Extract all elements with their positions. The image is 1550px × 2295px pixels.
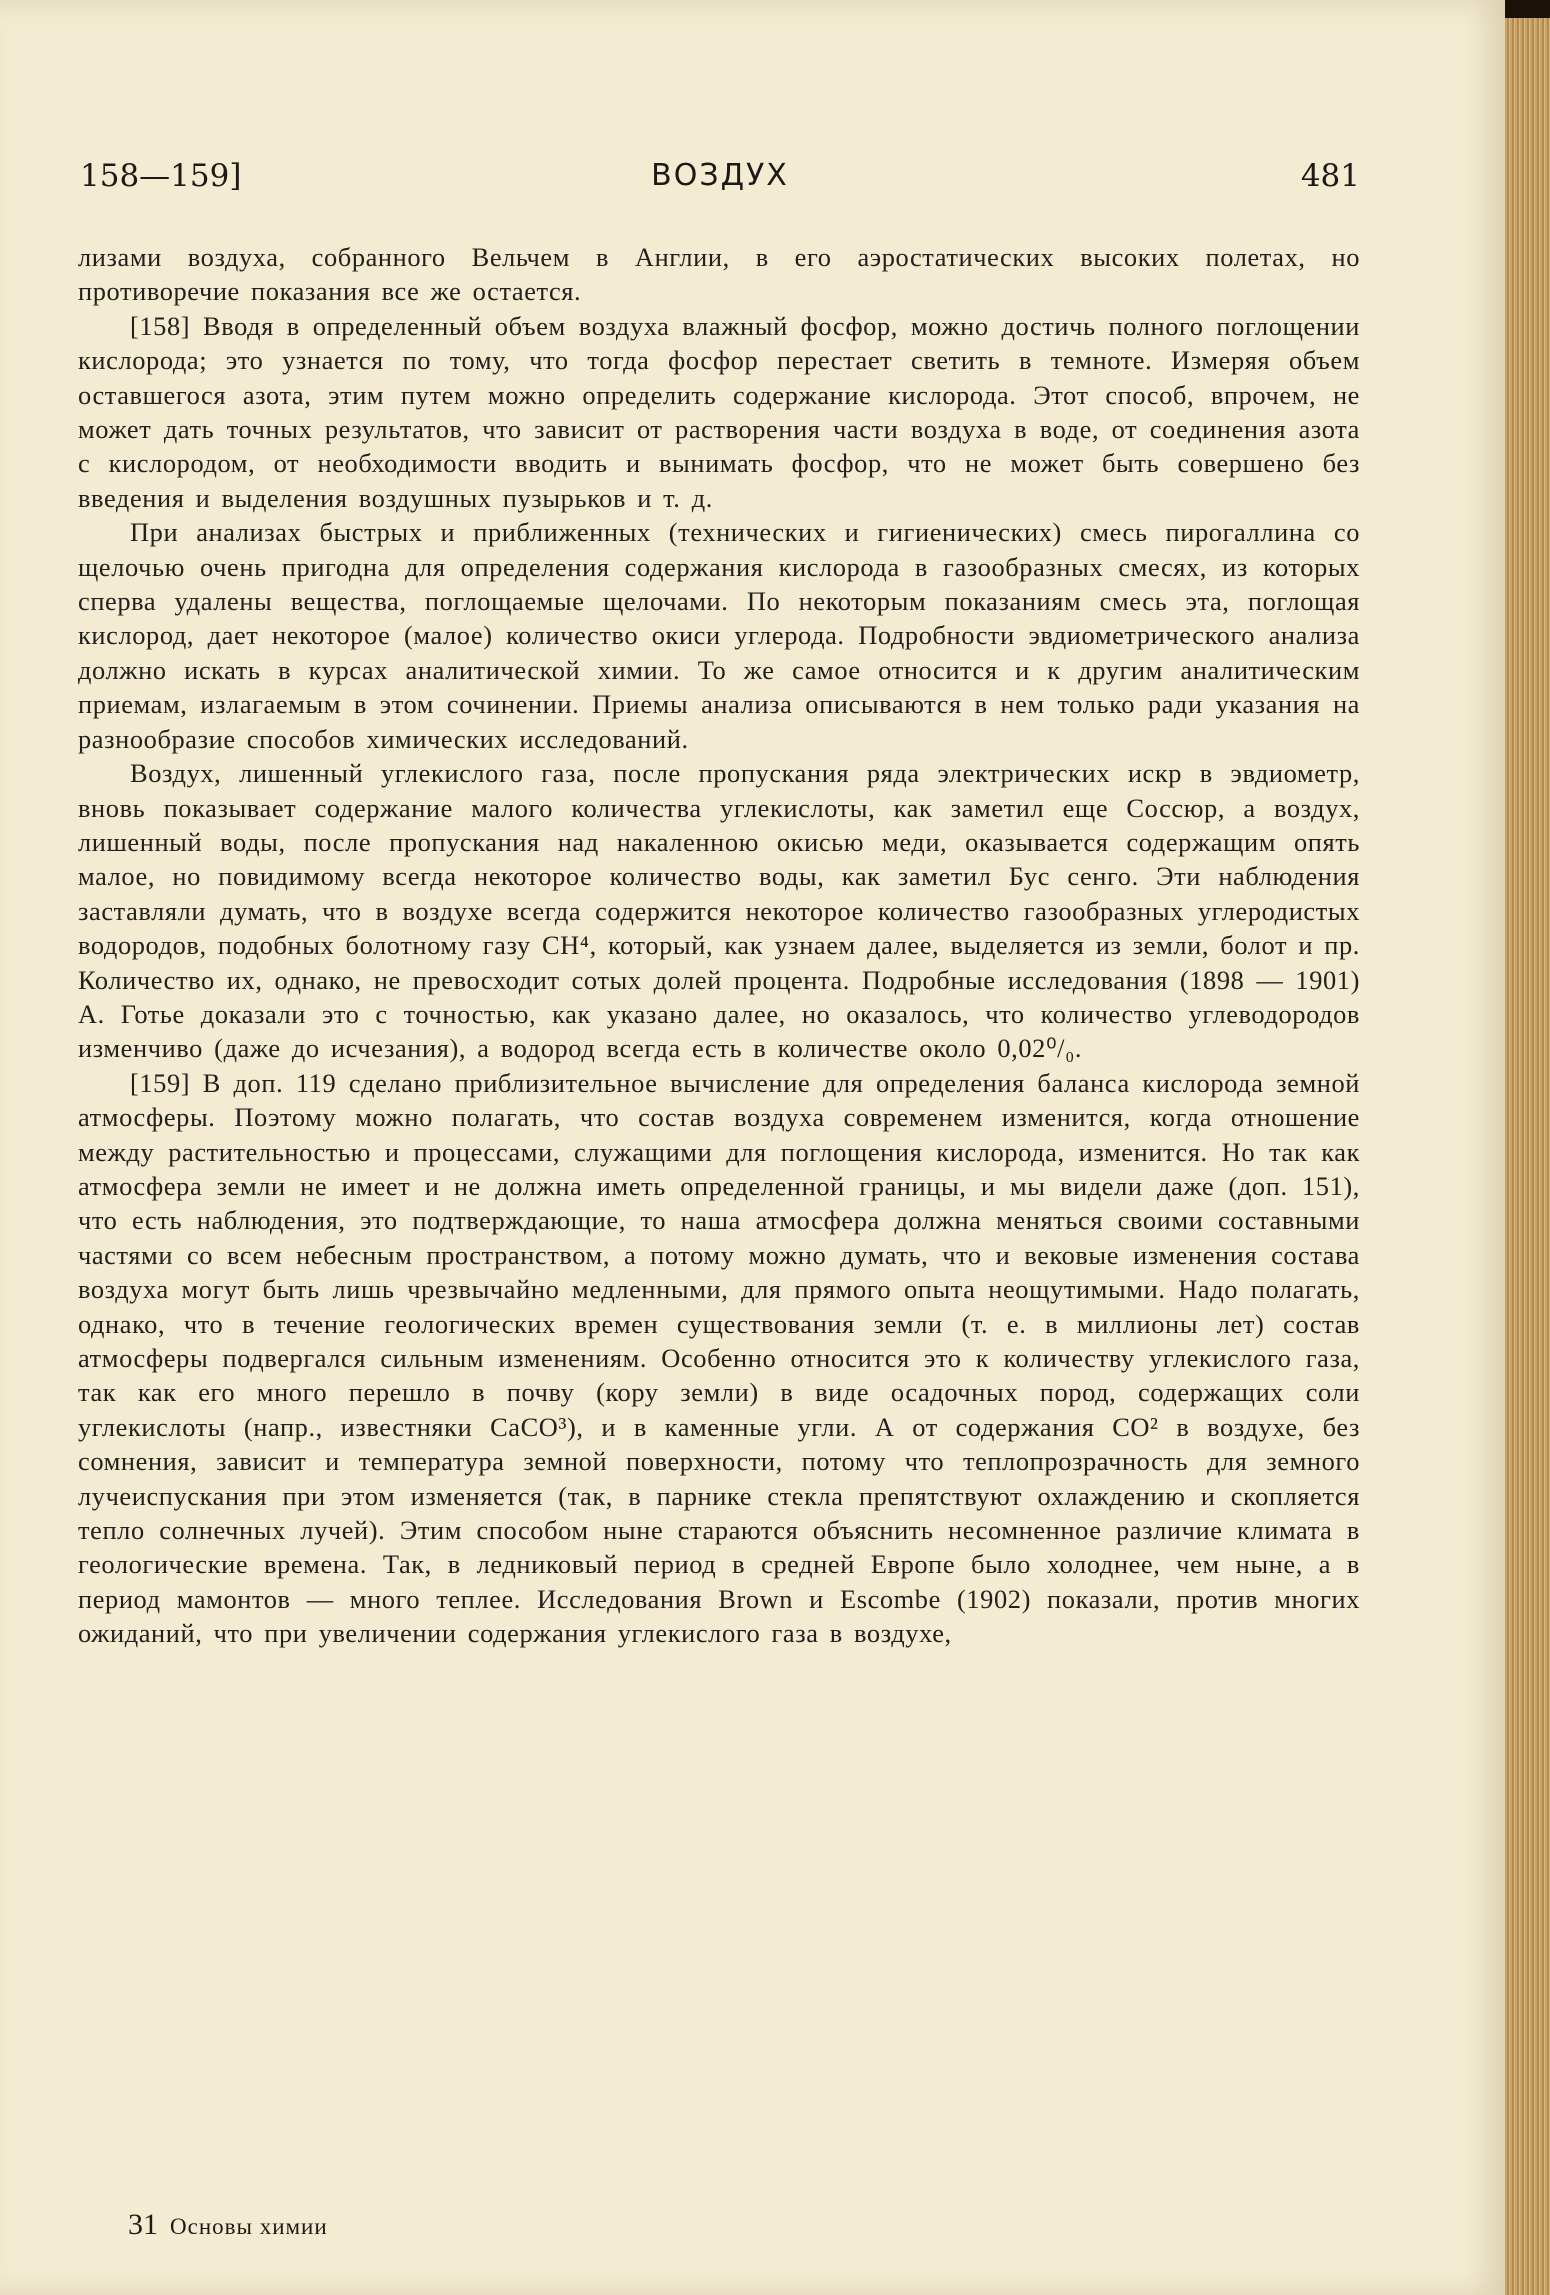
page-number: 481 [1300,158,1360,194]
page-footer [128,2208,328,2242]
chapter-title: ВОЗДУХ [651,158,789,193]
page-edges [1505,18,1550,2295]
paragraph-159: [159] В доп. 119 сделано приблизительное вычисление для определения баланса кислорода земной атмосферы. Поэтому можно полагать, что состав воздуха современем изменится, когда отношение между растительностью и процессами, служащими для поглощения кислорода, изменится. Но так как атмосфера земли не имеет и не должна иметь определенной границы, и мы видели даже (доп. 151), что есть наблюдения, это подтверждающие, то наша атмосфера должна меняться своими составными частями со всем небесным пространством, а потому можно думать, что и вековые изменения состава воздуха могут быть лишь чрезвычайно медленными, для прямого опыта неощутимыми. Надо полагать, однако, что в течение геологических времен существования земли (т. е. в миллионы лет) состав атмосферы подвергался сильным изменениям. Особенно относится это к количеству углекислого газа, так как его много перешло в почву (кору земли) в виде осадочных пород, содержащих соли углекислоты (напр., известняки CaCO³), и в каменные угли. А от содержания СО² в воздухе, без сомнения, зависит и температура земной поверхности, потому что теплопрозрачность для земного лучеиспускания при этом изменяется (так, в парнике стекла препятствуют охлаждению и скопляется тепло солнечных лучей). Этим способом ныне стараются объяснить несомненное различие климата в геологические времена. Так, в ледниковый период в средней Европе было холоднее, чем ныне, а в период мамонтов — много теплее. Исследования Brown и Escombe (1902) показали, против многих ожиданий, что при увеличении содержания углекислого газа в воздухе, [78,1067,1360,1649]
paragraph-analysis: При анализах быстрых и приближенных (технических и гигиенических) смесь пирогаллина со щелочью очень пригодна для определения содержания кислорода в газообразных смесях, из которых сперва удалены вещества, поглощаемые щелочами. По некоторым показаниям смесь эта, поглощая кислород, дает некоторое (малое) количество окиси углерода. Подробности эвдиометрического анализа должно искать в курсах аналитической химии. То же самое относится и к другим аналитическим приемам, излагаемым в этом сочинении. Приемы анализа описываются в нем только ради указания на разнообразие способов химических исследований. [78,517,1360,754]
paragraph-air-co2: Воздух, лишенный углекислого газа, после пропускания ряда электрических искр в эвдиометр, вновь показывает содержание малого количества углекислоты, как заметил еще Соссюр, а воздух, лишенный воды, после пропускания над накаленною окисью меди, оказывается содержащим опять малое, но повидимому всегда некоторое количество воды, как заметил Бус сенго. Эти наблюдения заставляли думать, что в воздухе всегда содержится некоторое количество газообразных углеродистых водородов, подобных болотному газу СН⁴, который, как узнаем далее, выделяется из земли, болот и пр. Количество их, однако, не превосходит сотых долей процента. Подробные исследования (1898 — 1901) А. Готье доказали это с точностью, как указано далее, но оказалось, что количество углеводородов изменчиво (даже до исчезания), а водород всегда есть в количестве около 0,02⁰/₀. [78,758,1360,1064]
running-header [70,158,1370,202]
sheet-number: 31 [128,2208,158,2241]
body-text [78,240,1360,1651]
book-title: Основы химии [170,2214,328,2239]
paragraph-158: [158] Вводя в определенный объем воздуха влажный фосфор, можно достичь полного поглощении кислорода; это узнается по тому, что тогда фосфор перестает светить в темноте. Измеряя объем оставшегося азота, этим путем можно определить содержание кислорода. Этот способ, впрочем, не может дать точных результатов, что зависит от растворения части воздуха в воде, от соединения азота с кислородом, от необходимости вводить и вынимать фосфор, что не может быть совершено без введения и выделения воздушных пузырьков и т. д. [78,310,1360,513]
section-range: 158—159] [80,158,242,194]
paragraph-continuation: лизами воздуха, собранного Вельчем в Англии, в его аэростатических высоких полетах, но противоречие показания все же остается. [78,242,1360,307]
